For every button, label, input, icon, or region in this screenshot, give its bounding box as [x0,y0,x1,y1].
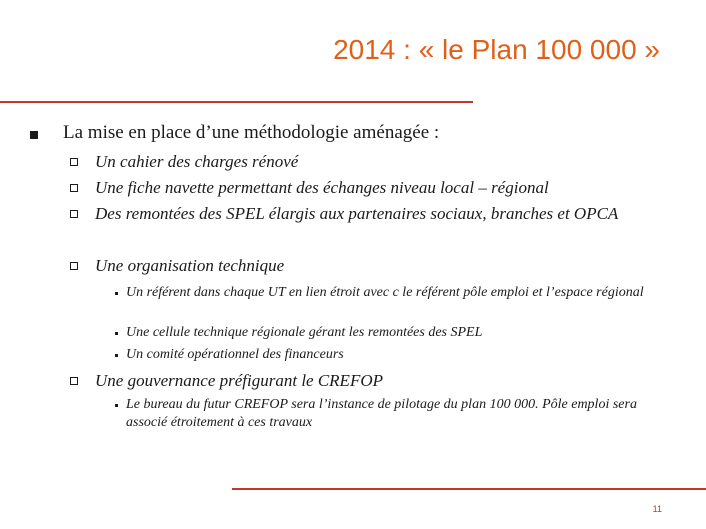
hollow-square-bullet-icon [70,210,78,218]
detail-bullet-text: Un comité opérationnel des financeurs [126,347,344,362]
sub-bullet [70,253,670,279]
detail-bullet [115,346,663,364]
small-square-bullet-icon [115,354,118,357]
main-bullet-text: La mise en place d’une méthodologie aménagée : [63,122,440,143]
slide-title: 2014 : « le Plan 100 000 » [333,34,660,65]
sub-bullet [70,201,662,227]
square-bullet-icon [30,131,38,139]
sub-bullet-text: Des remontées des SPEL élargis aux partenaires sociaux, branches et OPCA [95,204,619,223]
sub-bullet [70,149,670,175]
small-square-bullet-icon [115,292,118,295]
hollow-square-bullet-icon [70,158,78,166]
footer-divider [232,488,706,490]
sub-bullet-text: Un cahier des charges rénové [95,152,299,171]
sub-bullet [70,368,670,394]
hollow-square-bullet-icon [70,377,78,385]
page-number: 11 [652,504,662,514]
detail-bullet-text: Une cellule technique régionale gérant les remontées des SPEL [126,325,483,340]
sub-bullet-text: Une gouvernance préfigurant le CREFOP [95,371,383,390]
sub-bullet-text: Une organisation technique [95,256,285,275]
title-divider [0,101,473,103]
hollow-square-bullet-icon [70,262,78,270]
sub-bullet [70,175,670,201]
detail-bullet-text: Le bureau du futur CREFOP sera l’instance de pilotage du plan 100 000. Pôle emploi sera associé étroitement à ces travaux [126,397,637,430]
small-square-bullet-icon [115,332,118,335]
detail-bullet [115,396,663,432]
detail-bullet [115,284,663,302]
detail-bullet-text: Un référent dans chaque UT en lien étroit avec c le référent pôle emploi et l’espace régional [126,285,644,300]
hollow-square-bullet-icon [70,184,78,192]
sub-bullet-text: Une fiche navette permettant des échanges niveau local – régional [95,178,549,197]
small-square-bullet-icon [115,404,118,407]
detail-bullet [115,324,663,342]
